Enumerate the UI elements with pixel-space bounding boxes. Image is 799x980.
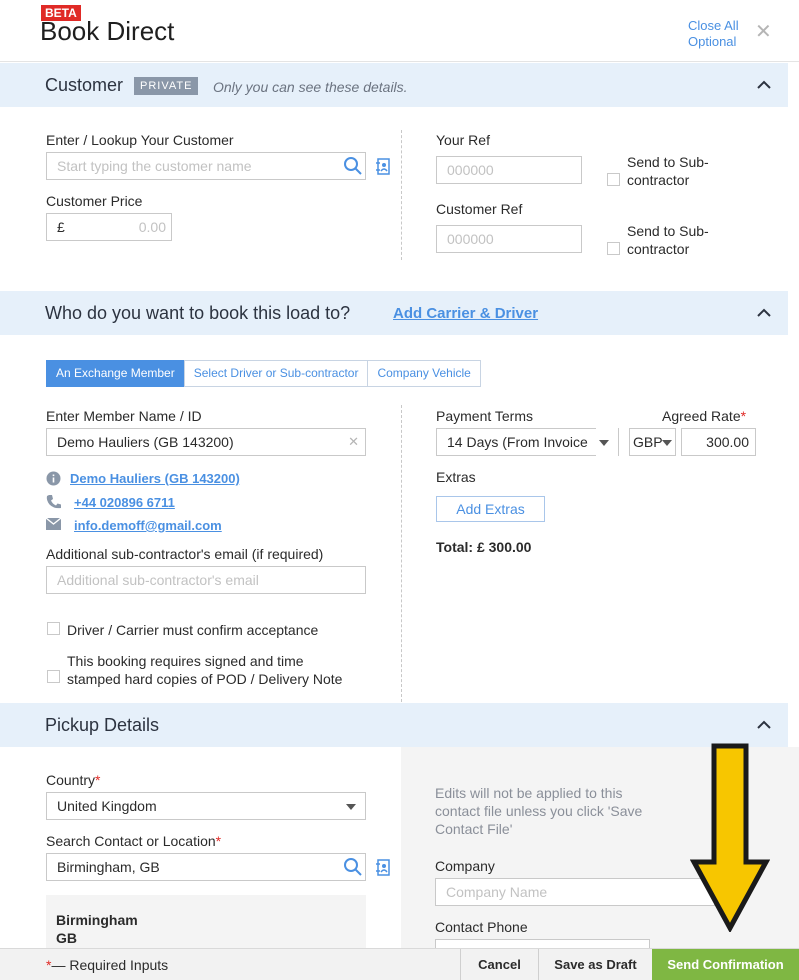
location-result-country: GB	[56, 930, 77, 946]
customer-section-title: Customer	[45, 75, 124, 95]
close-all-optional-link[interactable]	[688, 18, 744, 50]
country-value: United Kingdom	[57, 798, 157, 814]
clear-icon[interactable]: ✕	[348, 434, 359, 449]
confirm-acceptance-checkbox[interactable]	[47, 622, 60, 635]
member-name-input[interactable]	[46, 428, 366, 456]
contact-phone-label: Contact Phone	[435, 919, 528, 935]
confirm-acceptance-label: Driver / Carrier must confirm acceptance	[67, 622, 319, 638]
add-extras-button[interactable]: Add Extras	[436, 496, 545, 522]
customer-price-placeholder: 0.00	[138, 219, 166, 235]
modal-footer	[0, 948, 799, 980]
pickup-section-title: Pickup Details	[45, 715, 160, 735]
customer-lookup-label: Enter / Lookup Your Customer	[46, 132, 234, 148]
total-price: Total: £ 300.00	[436, 539, 532, 555]
modal-header	[0, 0, 799, 62]
member-phone-link[interactable]: +44 020896 6711	[74, 495, 175, 510]
your-ref-input[interactable]	[436, 156, 582, 184]
private-note: Only you can see these details.	[213, 79, 408, 95]
notice-line2: contact file unless you click 'Save	[435, 803, 643, 819]
booking-section-title: Who do you want to book this load to?	[45, 303, 351, 323]
additional-email-label: Additional sub-contractor's email (if required)	[46, 546, 324, 562]
customer-price-input[interactable]	[46, 213, 172, 241]
tab-driver-subcontractor[interactable]: Select Driver or Sub-contractor	[184, 360, 369, 387]
agreed-rate-label	[662, 408, 746, 424]
search-location-value: Birmingham, GB	[57, 859, 160, 875]
contact-edit-notice	[435, 784, 642, 838]
phone-icon	[46, 494, 62, 510]
customer-ref-placeholder: 000000	[447, 231, 494, 247]
search-location-input[interactable]	[46, 853, 366, 881]
agreed-rate-value: 300.00	[706, 434, 749, 450]
send-to-subcontractor-checkbox-1[interactable]	[607, 173, 620, 186]
beta-badge: BETA	[41, 5, 81, 21]
your-ref-placeholder: 000000	[447, 162, 494, 178]
company-input[interactable]	[435, 878, 715, 906]
close-all-label: Close All	[688, 18, 739, 33]
customer-ref-input[interactable]	[436, 225, 582, 253]
chevron-down-icon	[662, 440, 672, 446]
member-name-value: Demo Hauliers (GB 143200)	[57, 434, 234, 450]
send-sub-line1: Send to Sub-	[627, 223, 709, 239]
company-label: Company	[435, 858, 495, 874]
send-confirmation-button[interactable]: Send Confirmation	[652, 949, 799, 980]
notice-line1: Edits will not be applied to this	[435, 785, 623, 801]
country-label	[46, 772, 100, 788]
chevron-down-icon	[599, 440, 609, 446]
agreed-rate-input[interactable]	[681, 428, 756, 456]
required-text: — Required Inputs	[51, 957, 169, 973]
chevron-up-icon[interactable]	[756, 717, 772, 733]
additional-email-placeholder: Additional sub-contractor's email	[57, 572, 259, 588]
required-star: *	[46, 957, 52, 973]
booking-type-tabs	[46, 360, 480, 387]
close-icon[interactable]: ✕	[755, 21, 772, 43]
pod-required-checkbox[interactable]	[47, 670, 60, 683]
search-location-text: Search Contact or Location	[46, 833, 216, 849]
country-select[interactable]	[46, 792, 366, 820]
country-label-text: Country	[46, 772, 96, 788]
pod-line1: This booking requires signed and time	[67, 653, 304, 669]
column-divider	[401, 405, 402, 702]
customer-price-label: Customer Price	[46, 193, 143, 209]
search-location-label	[46, 833, 221, 849]
send-to-subcontractor-label-1	[627, 153, 709, 189]
chevron-down-icon	[346, 804, 356, 810]
required-star: *	[95, 772, 101, 788]
member-name-label: Enter Member Name / ID	[46, 408, 202, 424]
customer-section-header[interactable]	[0, 63, 788, 107]
tab-company-vehicle[interactable]: Company Vehicle	[367, 360, 480, 387]
chevron-up-icon[interactable]	[756, 77, 772, 93]
company-placeholder: Company Name	[446, 884, 548, 900]
your-ref-label: Your Ref	[436, 132, 490, 148]
send-sub-line1: Send to Sub-	[627, 154, 709, 170]
member-profile-link[interactable]: Demo Hauliers (GB 143200)	[70, 471, 240, 486]
agreed-rate-text: Agreed Rate	[662, 408, 741, 424]
currency-symbol: £	[57, 219, 65, 235]
member-email-link[interactable]: info.demoff@gmail.com	[74, 518, 222, 533]
currency-value: GBP	[633, 434, 663, 450]
down-arrow-icon	[690, 742, 770, 932]
required-star: *	[215, 833, 222, 849]
address-book-icon[interactable]	[376, 859, 391, 876]
send-sub-line2: contractor	[627, 241, 690, 257]
column-divider	[401, 130, 402, 260]
tab-exchange-member[interactable]: An Exchange Member	[46, 360, 185, 387]
pickup-section-header[interactable]	[0, 703, 788, 747]
notice-line3: Contact File'	[435, 821, 513, 837]
send-sub-line2: contractor	[627, 172, 690, 188]
pod-required-label	[67, 652, 342, 688]
pod-line2: stamped hard copies of POD / Delivery Note	[67, 671, 343, 687]
search-icon[interactable]	[343, 156, 363, 176]
add-carrier-driver-link[interactable]: Add Carrier & Driver	[393, 305, 539, 322]
required-inputs-note	[46, 957, 168, 973]
send-to-subcontractor-label-2	[627, 222, 709, 258]
payment-terms-value: 14 Days (From Invoice	[447, 434, 588, 450]
email-icon	[46, 518, 61, 530]
address-book-icon[interactable]	[376, 158, 391, 175]
required-star: *	[740, 408, 747, 424]
booking-section-header[interactable]	[0, 291, 788, 335]
search-icon[interactable]	[343, 857, 363, 877]
location-result[interactable]	[46, 895, 366, 950]
payment-terms-label: Payment Terms	[436, 408, 533, 424]
modal-title: Book Direct	[40, 16, 175, 46]
info-icon	[46, 471, 61, 486]
private-badge: PRIVATE	[134, 77, 198, 95]
payment-terms-select[interactable]	[436, 428, 619, 456]
location-result-city: Birmingham	[56, 912, 138, 928]
optional-label: Optional	[688, 34, 737, 49]
chevron-up-icon[interactable]	[756, 305, 772, 321]
additional-email-input[interactable]	[46, 566, 366, 594]
customer-ref-label: Customer Ref	[436, 201, 523, 217]
customer-lookup-placeholder: Start typing the customer name	[57, 158, 252, 174]
send-to-subcontractor-checkbox-2[interactable]	[607, 242, 620, 255]
save-draft-button[interactable]: Save as Draft	[538, 949, 652, 980]
customer-lookup-input[interactable]	[46, 152, 366, 180]
extras-label: Extras	[436, 469, 476, 485]
cancel-button[interactable]: Cancel	[460, 949, 538, 980]
